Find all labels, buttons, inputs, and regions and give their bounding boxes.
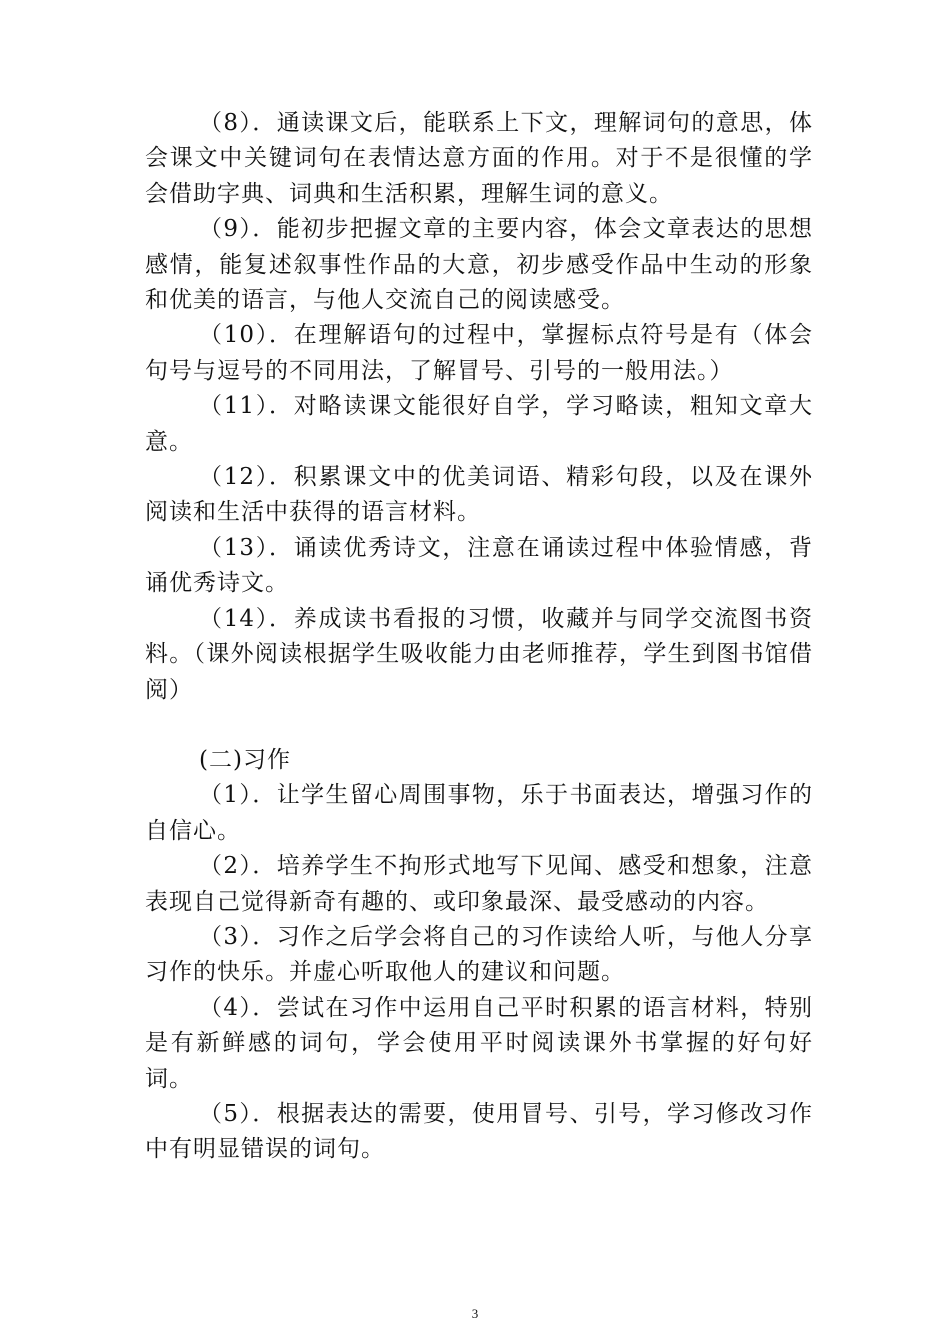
reading-section [145, 106, 813, 708]
writing-item-4: （4）．尝试在习作中运用自己平时积累的语言材料，特别是有新鲜感的词句，学会使用平时阅读课外书掌握的好句好词。 [145, 994, 813, 1092]
writing-item-2: （2）．培养学生不拘形式地写下见闻、感受和想象，注意表现自己觉得新奇有趣的、或印象最深、最受感动的内容。 [145, 853, 813, 915]
reading-item-8: （8）．通读课文后，能联系上下文，理解词句的意思，体会课文中关键词句在表情达意方面的作用。对于不是很懂的学会借助字典、词典和生活积累，理解生词的意义。 [145, 110, 813, 207]
reading-item-14: （14）．养成读书看报的习惯，收藏并与同学交流图书资料。（课外阅读根据学生吸收能力由老师推荐，学生到图书馆借阅） [145, 605, 813, 703]
reading-item-9: （9）．能初步把握文章的主要内容，体会文章表达的思想感情，能复述叙事性作品的大意，初步感受作品中生动的形象和优美的语言，与他人交流自己的阅读感受。 [145, 216, 813, 314]
writing-item-5: （5）．根据表达的需要，使用冒号、引号，学习修改习作中有明显错误的词句。 [145, 1100, 813, 1163]
writing-item-1: （1）．让学生留心周围事物，乐于书面表达，增强习作的自信心。 [145, 782, 813, 844]
writing-item-3: （3）．习作之后学会将自己的习作读给人听，与他人分享习作的快乐。并虚心听取他人的建议和问题。 [145, 923, 813, 986]
document-body [145, 106, 813, 1168]
writing-section [145, 743, 813, 1168]
reading-item-12: （12）．积累课文中的优美词语、精彩句段，以及在课外阅读和生活中获得的语言材料。 [145, 464, 813, 526]
reading-item-13: （13）．诵读优秀诗文，注意在诵读过程中体验情感，背诵优秀诗文。 [145, 534, 813, 597]
page-number: 3 [471, 1306, 479, 1321]
reading-item-10: （10）．在理解语句的过程中，掌握标点符号是有（体会句号与逗号的不同用法，了解冒号、引号的一般用法。） [145, 322, 813, 384]
reading-item-11: （11）．对略读课文能很好自学，学习略读，粗知文章大意。 [145, 393, 813, 455]
writing-section-heading: (二)习作 [199, 746, 291, 773]
